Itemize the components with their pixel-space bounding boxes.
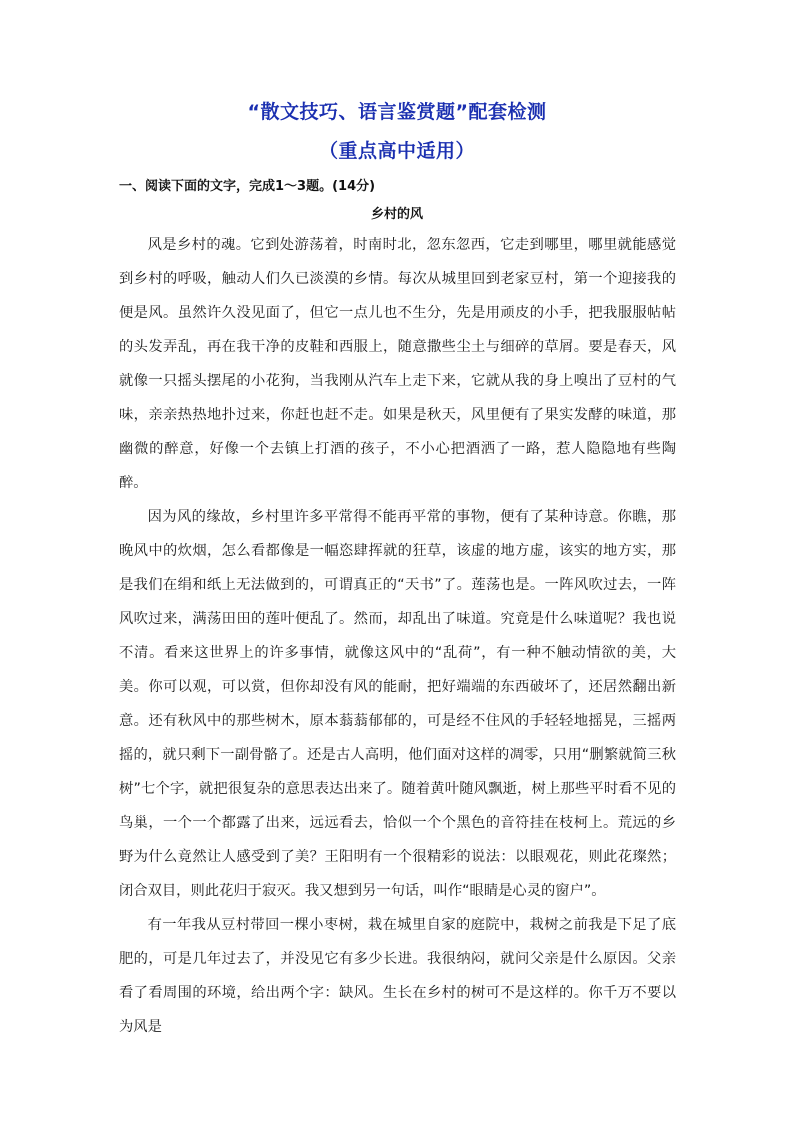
document-subtitle: （重点高中适用） [318, 140, 475, 162]
paragraph: 风是乡村的魂。它到处游荡着，时南时北，忽东忽西，它走到哪里，哪里就能感觉到乡村的呼吸，触动人们久已淡漠的乡情。每次从城里回到老家豆村，第一个迎接我的便是风。虽然许久没见面了，但它一点儿也不生分，先是用顽皮的小手，把我服服帖帖的头发弄乱，再在我干净的皮鞋和西服上，随意撒些尘土与细碎的草屑。要是春天，风就像一只摇头摆尾的小花狗，当我刚从汽车上走下来，它就从我的身上嗅出了豆村的气味，亲亲热热地扑过来，你赶也赶不走。如果是秋天，风里便有了果实发酵的味道，那幽微的醉意，好像一个去镇上打酒的孩子，不小心把酒洒了一路，惹人隐隐地有些陶醉。 [119, 237, 676, 491]
article-title: 乡村的风 [370, 207, 423, 222]
paragraph: 因为风的缘故，乡村里许多平常得不能再平常的事物，便有了某种诗意。你瞧，那晚风中的炊烟，怎么看都像是一幅恣肆挥就的狂草，该虚的地方虚，该实的地方实，那是我们在绢和纸上无法做到的，可谓真正的“天书”了。莲荡也是。一阵风吹过去，一阵风吹过来，满荡田田的莲叶便乱了。然而，却乱出了味道。究竟是什么味道呢？我也说不清。看来这世界上的许多事情，就像这风中的“乱荷”，有一种不触动情欲的美，大美。你可以观，可以赏，但你却没有风的能耐，把好端端的东西破坏了，还居然翻出新意。还有秋风中的那些树木，原本蓊蓊郁郁的，可是经不住风的手轻轻地摇晃，三摇两摇的，就只剩下一副骨骼了。还是古人高明，他们面对这样的凋零，只用“删繁就简三秋树”七个字，就把很复杂的意思表达出来了。随着黄叶随风飘逝，树上那些平时看不见的鸟巢，一个一个都露了出来，远远看去，恰似一个个黑色的音符挂在枝柯上。荒远的乡野为什么竟然让人感受到了美？王阳明有一个很精彩的说法：以眼观花，则此花璨然；闭合双目，则此花归于寂灭。我又想到另一句话，叫作“眼睛是心灵的窗户”。 [119, 509, 676, 899]
article-body [119, 228, 676, 1044]
paragraph: 有一年我从豆村带回一棵小枣树，栽在城里自家的庭院中，栽树之前我是下足了底肥的，可是几年过去了，并没见它有多少长进。我很纳闷，就问父亲是什么原因。父亲看了看周围的环境，给出两个字：缺风。生长在乡村的树可不是这样的。你千万不要以为风是 [119, 917, 676, 1035]
question-heading: 一、阅读下面的文字，完成1～3题。(14分) [119, 179, 376, 194]
document-title: “散文技巧、语言鉴赏题”配套检测 [247, 101, 547, 123]
